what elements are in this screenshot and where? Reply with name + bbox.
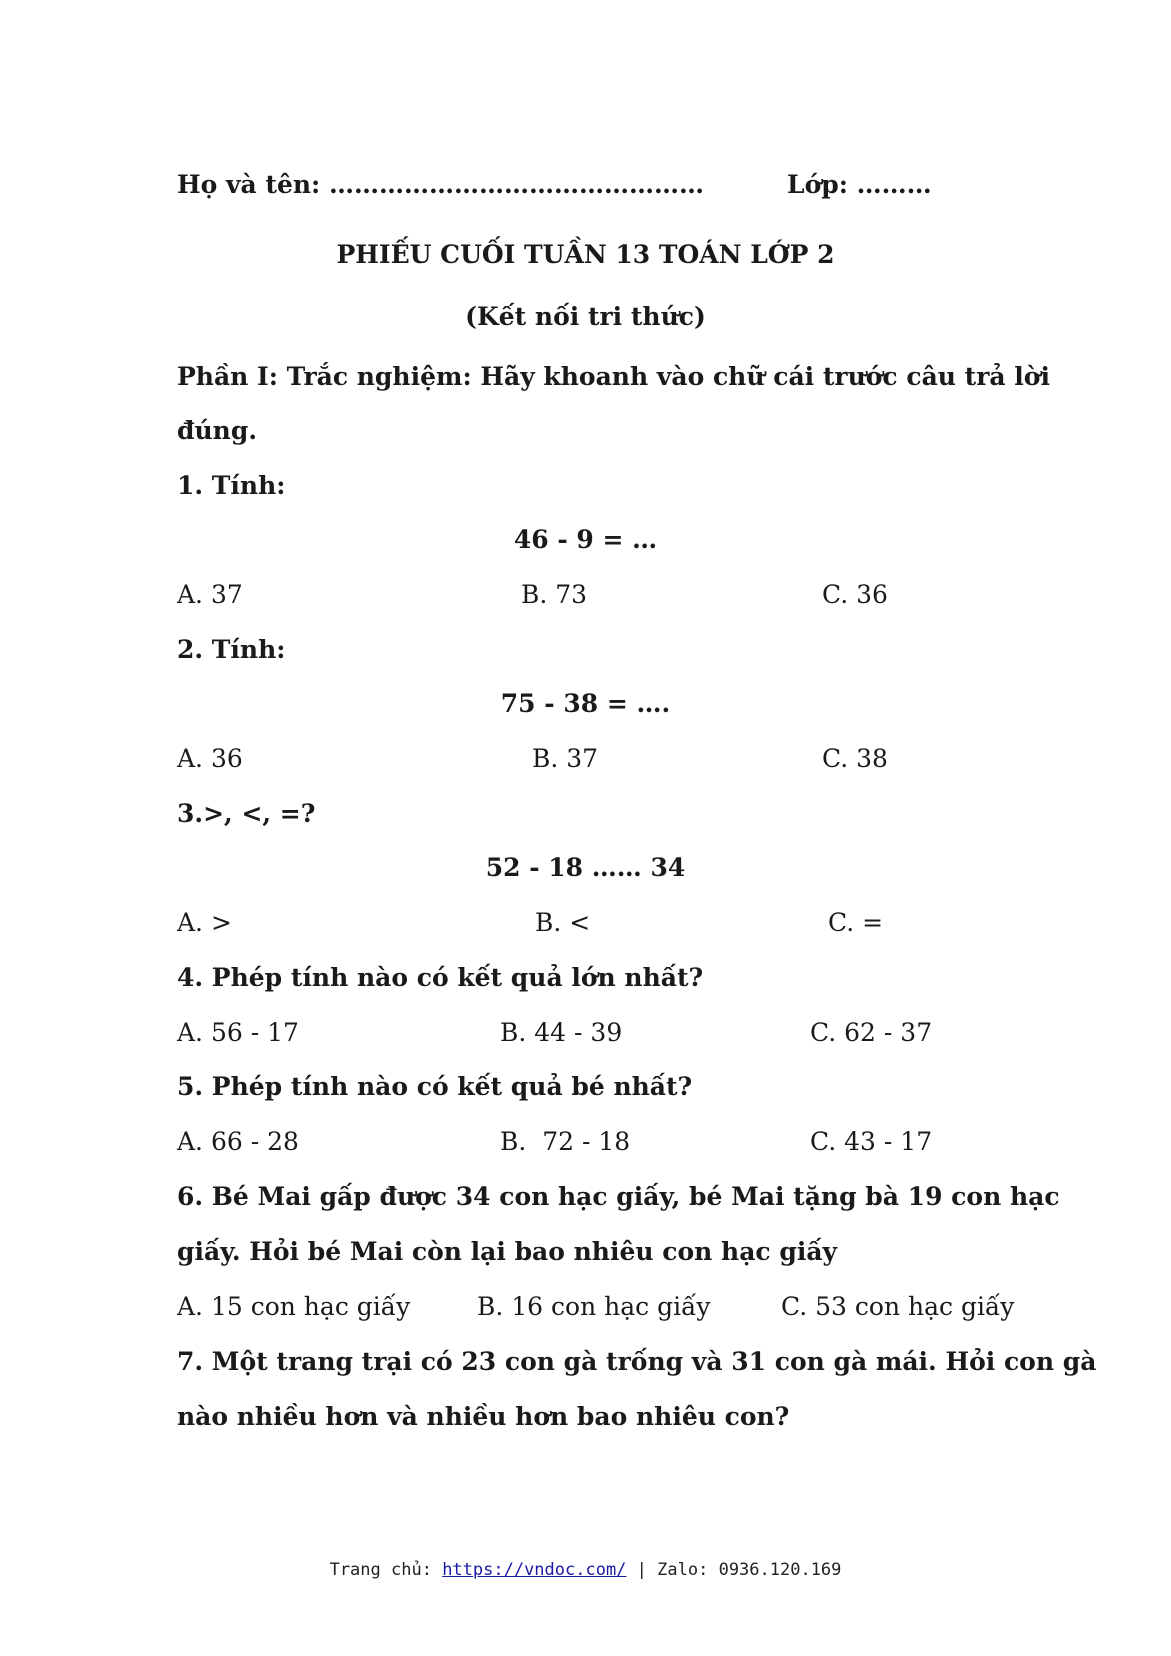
question-5-option-c[interactable]: C. 43 - 17 <box>810 1127 933 1156</box>
question-3-expression: 52 - 18 …… 34 <box>485 853 686 882</box>
question-3-option-a[interactable]: A. > <box>177 908 232 937</box>
question-3-option-c[interactable]: C. = <box>828 908 884 937</box>
question-2-option-b[interactable]: B. 37 <box>532 744 599 773</box>
question-6-option-a[interactable]: A. 15 con hạc giấy <box>177 1292 411 1321</box>
class-field-label: Lớp: ……… <box>787 170 932 199</box>
page-subtitle: (Kết nối tri thức) <box>465 302 706 331</box>
question-7-title: 7. Một trang trại có 23 con gà trống và 31 con gà mái. Hỏi con gà <box>177 1347 1097 1376</box>
question-6-option-c[interactable]: C. 53 con hạc giấy <box>781 1292 1015 1321</box>
question-6-option-b[interactable]: B. 16 con hạc giấy <box>477 1292 711 1321</box>
question-1-option-a[interactable]: A. 37 <box>177 580 243 609</box>
section-heading-cont: đúng. <box>177 416 258 445</box>
question-5-option-b[interactable]: B. 72 - 18 <box>500 1127 631 1156</box>
section-heading: Phần I: Trắc nghiệm: Hãy khoanh vào chữ cái trước câu trả lời <box>177 362 1050 391</box>
question-6-title-cont: giấy. Hỏi bé Mai còn lại bao nhiêu con hạc giấy <box>177 1237 838 1266</box>
question-7-title-cont: nào nhiều hơn và nhiều hơn bao nhiêu con? <box>177 1402 790 1431</box>
question-1-option-c[interactable]: C. 36 <box>822 580 888 609</box>
footer-zalo: Zalo: 0936.120.169 <box>657 1560 842 1580</box>
question-4-title: 4. Phép tính nào có kết quả lớn nhất? <box>177 963 704 992</box>
question-2-option-a[interactable]: A. 36 <box>177 744 243 773</box>
footer-home-link[interactable]: https://vndoc.com/ <box>442 1560 627 1580</box>
page-footer <box>0 1560 1171 1580</box>
question-2-expression: 75 - 38 = …. <box>500 689 671 718</box>
footer-home-label: Trang chủ: <box>329 1560 432 1580</box>
question-1-expression: 46 - 9 = … <box>513 525 658 554</box>
question-4-option-b[interactable]: B. 44 - 39 <box>500 1018 623 1047</box>
question-3-option-b[interactable]: B. < <box>535 908 591 937</box>
name-field-label: Họ và tên: ……………………………………… <box>177 170 704 199</box>
question-4-option-c[interactable]: C. 62 - 37 <box>810 1018 933 1047</box>
question-5-option-a[interactable]: A. 66 - 28 <box>177 1127 299 1156</box>
question-6-title: 6. Bé Mai gấp được 34 con hạc giấy, bé Mai tặng bà 19 con hạc <box>177 1182 1060 1211</box>
footer-separator: | <box>636 1560 647 1580</box>
question-2-title: 2. Tính: <box>177 635 286 664</box>
question-2-option-c[interactable]: C. 38 <box>822 744 888 773</box>
question-4-option-a[interactable]: A. 56 - 17 <box>177 1018 299 1047</box>
question-1-option-b[interactable]: B. 73 <box>521 580 588 609</box>
question-5-title: 5. Phép tính nào có kết quả bé nhất? <box>177 1072 693 1101</box>
question-1-title: 1. Tính: <box>177 471 286 500</box>
question-3-title: 3.>, <, =? <box>177 799 316 828</box>
page-title: PHIẾU CUỐI TUẦN 13 TOÁN LỚP 2 <box>336 240 835 269</box>
